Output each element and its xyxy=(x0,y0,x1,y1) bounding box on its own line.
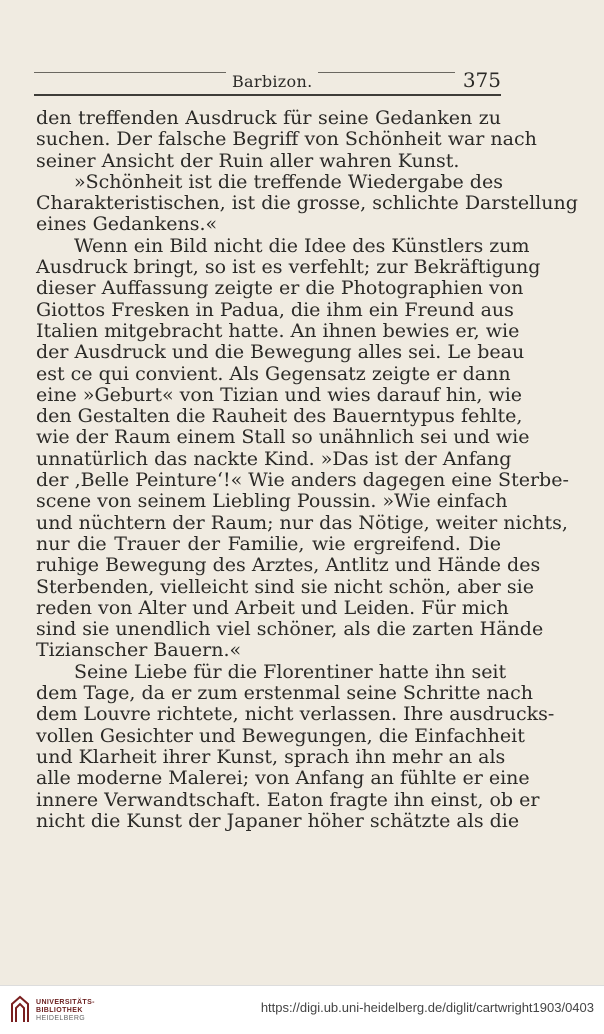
text-line: eines Gedankens.« xyxy=(36,213,218,236)
text-line: der ‚Belle Peinture‘!« Wie anders dagegen eine Sterbe- xyxy=(36,469,569,492)
text-line: unnatürlich das nackte Kind. »Das ist der Anfang xyxy=(36,447,512,470)
viewer-footer xyxy=(0,985,604,1034)
text-line: seiner Ansicht der Ruin aller wahren Kunst. xyxy=(36,149,460,172)
text-line: Seine Liebe für die Florentiner hatte ihn seit xyxy=(74,660,507,683)
library-seal-icon xyxy=(8,994,32,1024)
institution-line: HEIDELBERG xyxy=(36,1015,86,1022)
text-line: reden von Alter und Arbeit und Leiden. Für mich xyxy=(36,596,509,619)
permalink[interactable]: https://digi.ub.uni-heidelberg.de/diglit/cartwright1903/0403 xyxy=(260,1000,594,1015)
text-line: alle moderne Malerei; von Anfang an fühlte er eine xyxy=(36,767,530,790)
text-line: ruhige Bewegung des Arztes, Antlitz und Hände des xyxy=(36,554,541,577)
institution-name xyxy=(36,999,95,1023)
text-line: Giottos Fresken in Padua, die ihm ein Freund aus xyxy=(36,298,514,321)
header-rule-bottom xyxy=(34,94,501,96)
text-line: eine »Geburt« von Tizian und wies darauf hin, wie xyxy=(36,383,523,406)
text-line: nicht die Kunst der Japaner höher schätzte als die xyxy=(36,809,520,832)
text-line: dieser Auffassung zeigte er die Photographien von xyxy=(36,277,524,300)
text-line: der Ausdruck und die Bewegung alles sei. Le beau xyxy=(36,341,525,364)
institution-line: BIBLIOTHEK xyxy=(36,1007,83,1014)
text-line: suchen. Der falsche Begriff von Schönheit war nach xyxy=(36,128,537,151)
text-line: den Gestalten die Rauheit des Bauerntypus fehlte, xyxy=(36,405,523,428)
page-number: 375 xyxy=(455,68,501,92)
text-line: Italien mitgebracht hatte. An ihnen bewies er, wie xyxy=(36,319,520,342)
text-line: vollen Gesichter und Bewegungen, die Einfachheit xyxy=(36,724,525,747)
text-line: innere Verwandtschaft. Eaton fragte ihn einst, ob er xyxy=(36,788,540,811)
text-line: dem Louvre richtete, nicht verlassen. Ihre ausdrucks- xyxy=(36,703,555,726)
running-header xyxy=(34,66,501,92)
text-line: Charakteristischen, ist die grosse, schlichte Darstellung xyxy=(36,192,578,215)
text-line: scene von seinem Liebling Poussin. »Wie einfach xyxy=(36,490,508,513)
text-line: sind sie unendlich viel schöner, als die zarten Hände xyxy=(36,618,544,641)
text-line: nur die Trauer der Familie, wie ergreifend. Die xyxy=(36,532,501,555)
text-line: »Schönheit ist die treffende Wiedergabe des xyxy=(74,170,503,193)
running-title: Barbizon. xyxy=(226,72,318,91)
text-line: est ce qui convient. Als Gegensatz zeigte er dann xyxy=(36,362,511,385)
text-line: Sterbenden, vielleicht sind sie nicht schön, aber sie xyxy=(36,575,534,598)
text-line: und Klarheit ihrer Kunst, sprach ihn mehr an als xyxy=(36,745,506,768)
text-line: den treffenden Ausdruck für seine Gedanken zu xyxy=(36,107,501,129)
text-line: wie der Raum einem Stall so unähnlich sei und wie xyxy=(36,426,530,449)
text-line: Tizianscher Bauern.« xyxy=(36,639,242,662)
text-line: dem Tage, da er zum erstenmal seine Schritte nach xyxy=(36,682,533,705)
institution-line: UNIVERSITÄTS- xyxy=(36,999,95,1006)
text-line: Ausdruck bringt, so ist es verfehlt; zur Bekräftigung xyxy=(36,256,541,279)
text-line: und nüchtern der Raum; nur das Nötige, weiter nichts, xyxy=(36,511,568,534)
text-line: Wenn ein Bild nicht die Idee des Künstlers zum xyxy=(74,234,530,257)
body-text xyxy=(36,107,578,832)
